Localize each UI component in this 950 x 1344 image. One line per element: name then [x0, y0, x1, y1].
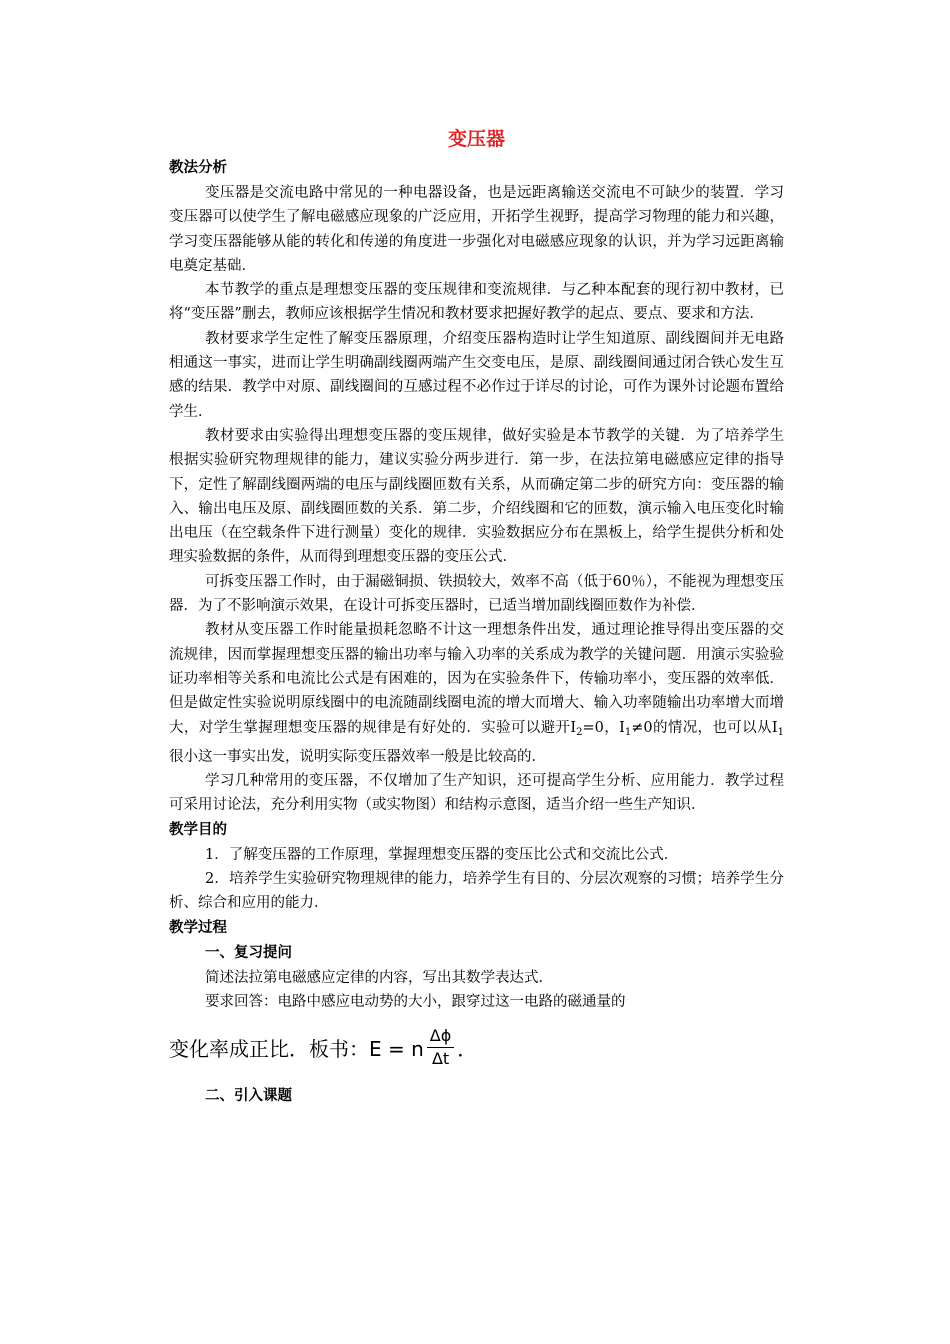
goal-item: 2．培养学生实验研究物理规律的能力，培养学生有目的、分层次观察的习惯；培养学生分析、综合和应用的能力． [169, 871, 784, 912]
paragraph: 本节教学的重点是理想变压器的变压规律和变流规律．与乙种本配套的现行初中教材，已将“变压器”删去，教师应该根据学生情况和教材要求把握好教学的起点、要点、要求和方法． [169, 282, 784, 323]
paragraph: 教材要求由实验得出理想变压器的变压规律，做好实验是本节教学的关键．为了培养学生根据实验研究物理规律的能力，建议实验分两步进行．第一步，在法拉第电磁感应定律的指导下，定性了解副线圈两端的电压与副线圈匝数有关系，从而确定第二步的研究方向：变压器的输入、输出电压及原、副线圈匝数的关系．第二步，介绍线圈和它的匝数，演示输入电压变化时输出电压（在空载条件下进行测量）变化的规律．实验数据应分布在黑板上，给学生提供分析和处理实验数据的条件，从而得到理想变压器的变压公式． [169, 427, 784, 566]
section-heading-process: 教学过程 [169, 919, 227, 936]
subscript: 1 [777, 726, 784, 738]
paragraph-text: 很小这一事实出发，说明实际变压器效率一般是比较高的． [169, 748, 546, 765]
subscript: 1 [624, 726, 632, 738]
review-question: 简述法拉第电磁感应定律的内容，写出其数学表达式． [205, 969, 553, 986]
paragraph-text: =0，I [582, 719, 625, 736]
paragraph-text: ≠0的情况，也可以从I [631, 719, 778, 736]
subheading-intro: 二、引入课题 [205, 1088, 292, 1105]
paragraph-text: 教材从变压器工作时能量损耗忽略不计这一理想条件出发，通过理论推导得出变压器的交流规律，因而掌握理想变压器的输出功率与输入功率的关系成为教学的关键问题．用演示实验验证功率相等关系和电流比公式是有困难的，因为在实验条件下，传输功率小，变压器的效率低．但是做定性实验说明原线圈中的电流随副线圈电流的增大而增大、输入功率随输出功率增大而增大，对学生掌握理想变压器的规律是有好处的．实验可以避开I [169, 622, 784, 736]
faraday-formula [169, 1018, 784, 1076]
formula-prefix: 变化率成正比．板书：E = n [169, 1036, 424, 1061]
paragraph-current-ratio [169, 618, 784, 769]
paragraph: 可拆变压器工作时，由于漏磁铜损、铁损较大，效率不高（低于60％），不能视为理想变压器．为了不影响演示效果，在设计可拆变压器时，已适当增加副线圈匝数作为补偿． [169, 573, 784, 615]
paragraph: 教材要求学生定性了解变压器原理，介绍变压器构造时让学生知道原、副线圈间并无电路相通这一事实，进而让学生明确副线圈两端产生交变电压，是原、副线圈间通过闭合铁心发生互感的结果．教学中对原、副线圈间的互感过程不必作过于详尽的讨论，可作为课外讨论题布置给学生． [169, 330, 784, 420]
section-heading-goals: 教学目的 [169, 821, 227, 838]
document-page [169, 126, 784, 1109]
page-title: 变压器 [447, 128, 505, 150]
formula-denominator: Δt [431, 1048, 450, 1068]
paragraph: 变压器是交流电路中常见的一种电器设备，也是远距离输送交流电不可缺少的装置．学习变压器可以使学生了解电磁感应现象的广泛应用，开拓学生视野，提高学习物理的能力和兴趣，学习变压器能够从能的转化和传递的角度进一步强化对电磁感应现象的认识，并为学习远距离输电奠定基础． [169, 185, 784, 274]
formula-numerator: Δϕ [427, 1026, 455, 1048]
formula-fraction [427, 1026, 455, 1069]
subheading-review: 一、复习提问 [205, 944, 292, 961]
section-heading-analysis: 教法分析 [169, 160, 227, 176]
goal-item: 1．了解变压器的工作原理，掌握理想变压器的变压比公式和交流比公式． [205, 846, 679, 863]
paragraph: 学习几种常用的变压器，不仅增加了生产知识，还可提高学生分析、应用能力．教学过程可采用讨论法，充分利用实物（或实物图）和结构示意图，适当介绍一些生产知识． [169, 773, 784, 814]
formula-suffix: ． [457, 1036, 478, 1061]
review-answer: 要求回答：电路中感应电动势的大小，跟穿过这一电路的磁通量的 [205, 993, 626, 1010]
subscript: 2 [576, 726, 583, 738]
